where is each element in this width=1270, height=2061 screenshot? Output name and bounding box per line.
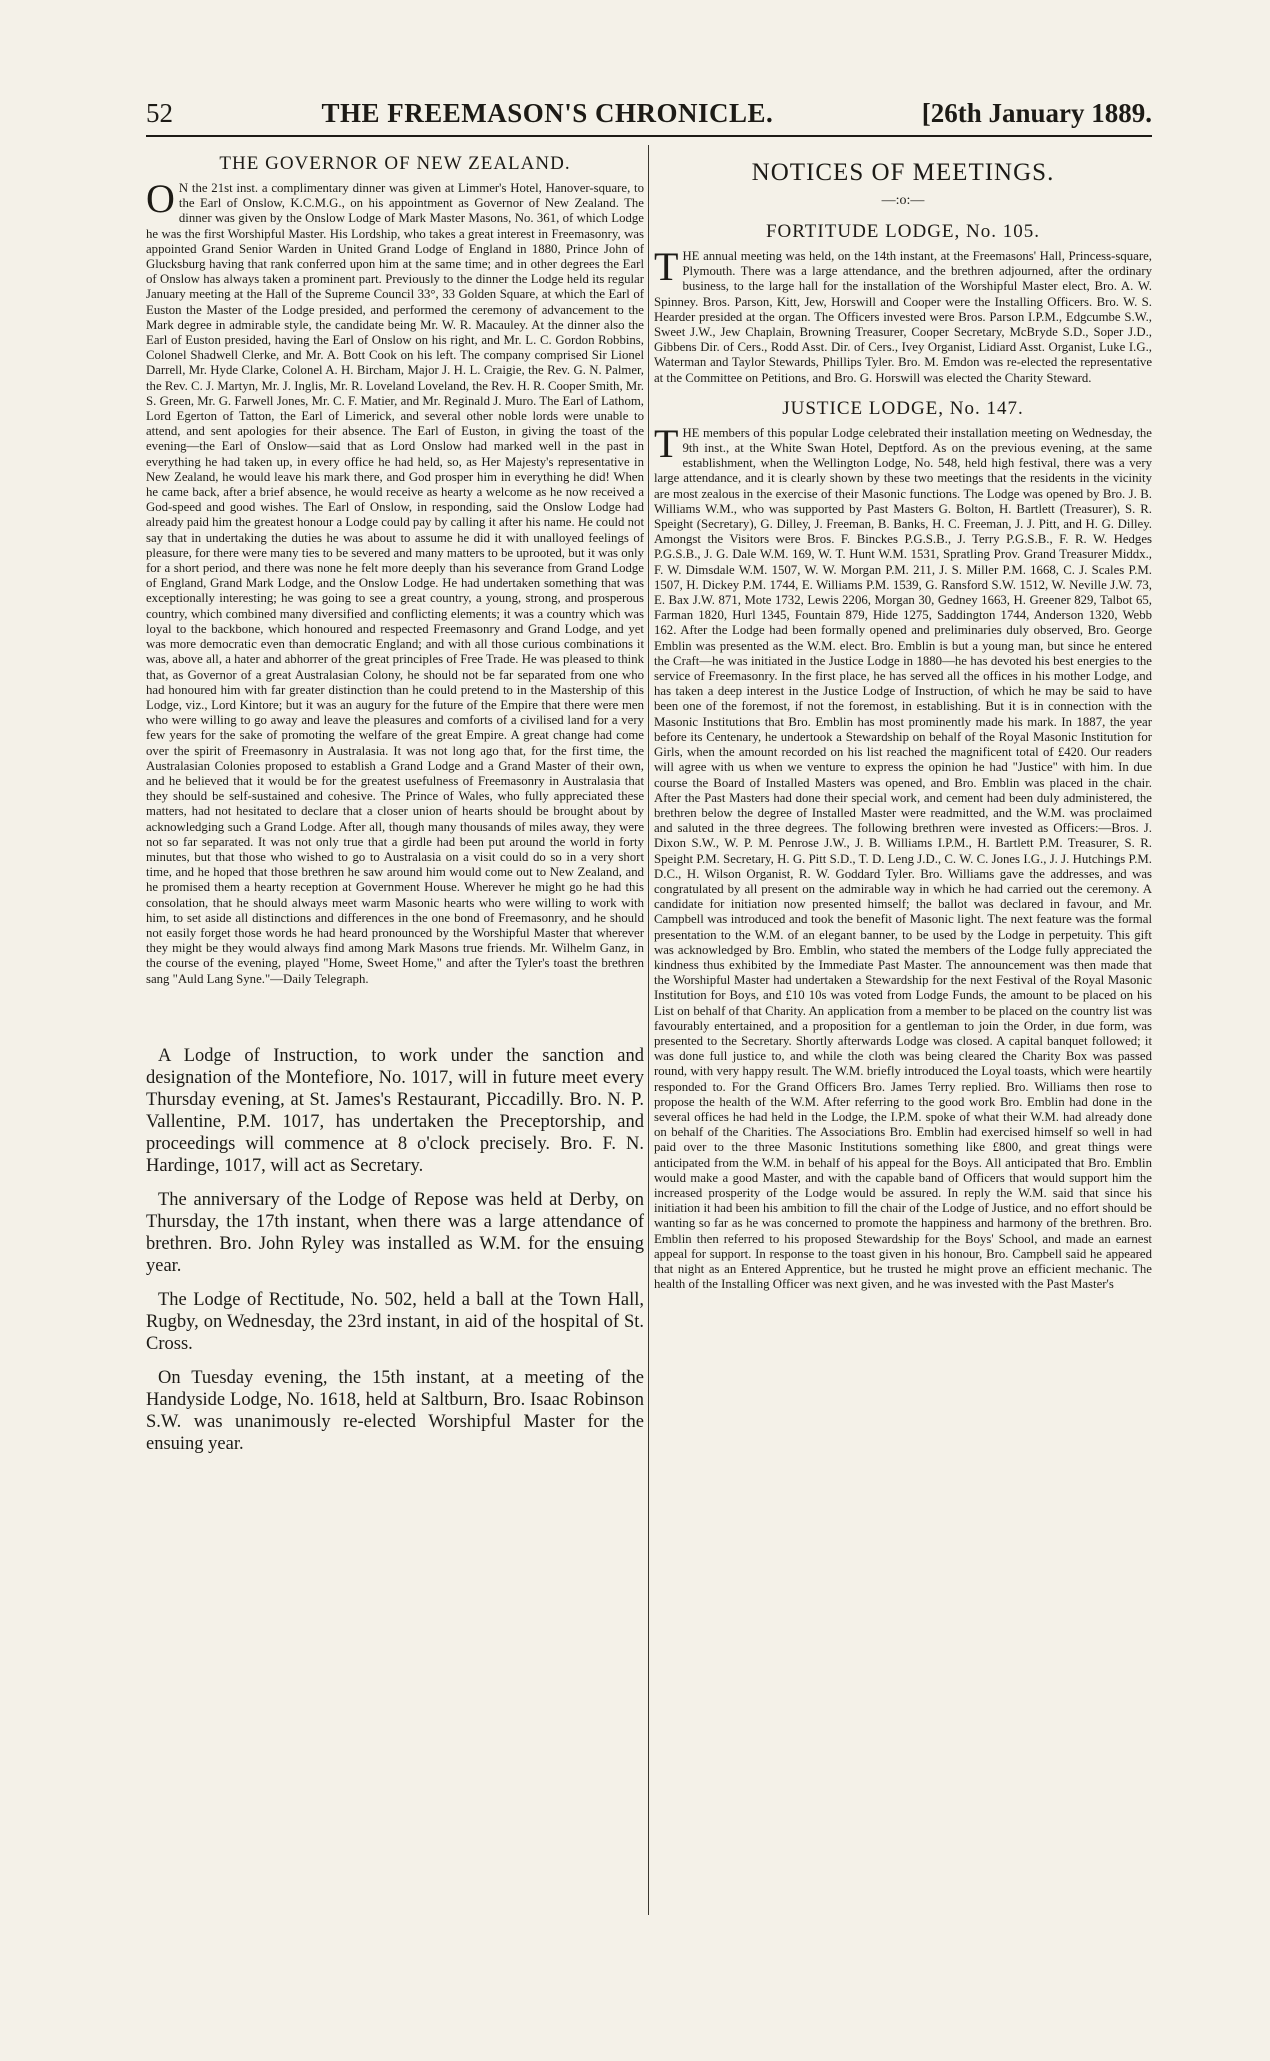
notices-heading: NOTICES OF MEETINGS. — [751, 159, 1055, 186]
issue-date: [26th January 1889. — [921, 98, 1152, 128]
publication-title: THE FREEMASON'S CHRONICLE. — [321, 98, 774, 128]
justice-heading: JUSTICE LODGE, No. 147. — [782, 397, 1024, 419]
justice-paragraph — [654, 420, 1152, 1293]
fortitude-dropcap: T — [654, 244, 679, 289]
justice-article — [654, 420, 1152, 1293]
column-divider — [648, 145, 649, 1915]
note-handyside: On Tuesday evening, the 15th instant, at a meeting of the Handyside Lodge, No. 1618, held at Saltburn, Bro. Isaac Robinson S.W. was unanimously re-elected Worshipful Master for the ensuing year. — [146, 1367, 644, 1454]
governor-paragraph — [146, 176, 644, 987]
governor-dropcap: O — [146, 176, 175, 221]
masthead — [146, 98, 1152, 128]
governor-text: N the 21st inst. a complimentary dinner was given at Limmer's Hotel, Hanover-square, to the Earl of Onslow, K.C.M.G., on his appointment as Governor of New Zealand. The dinner was given by the Onslow Lodge of Mark Master Masons, No. 361, of which Lodge he was the first Worshipful Master. His Lordship, who takes a great interest in Freemasonry, was appointed Grand Senior Warden in United Grand Lodge of England in 1880, Prince John of Glucksburg having that rank conferred upon him at the same time; and in other degrees the Earl of Onslow has always taken a prominent part. Previously to the dinner the Lodge held its regular January meeting at the Hall of the Supreme Council 33°, 33 Golden Square, at which the Earl of Euston the Master of the Lodge presided, and performed the ceremony of advancement to the Mark degree in admirable style, the candidate being Mr. W. R. Macauley. At the dinner also the Earl of Euston presided, having the Earl of Onslow on his right, and Mr. L. C. Gordon Robbins, Colonel Shadwell Clerke, and Mr. A. Bott Cook on his left. The company comprised Sir Lionel Darrell, Mr. Hyde Clarke, Colonel A. H. Bircham, Major J. H. L. Craigie, the Rev. G. N. Palmer, the Rev. C. J. Martyn, Mr. J. Inglis, Mr. R. Loveland Loveland, the Rev. H. R. Cooper Smith, Mr. S. Green, Mr. G. Farwell Jones, Mr. C. F. Matier, and Mr. Reginald J. Muro. The Earl of Lathom, Lord Egerton of Tatton, the Earl of Limerick, and several other noble lords were unable to attend, and sent apologies for their absence. The Earl of Euston, in giving the toast of the evening—the Earl of Onslow—said that as Lord Onslow had marked well in the past in everything he had taken up, in every office he had held, so, as Her Majesty's representative in New Zealand, he would leave his mark there, and God prosper him in everything he did! When he came back, after a brief absence, he would receive as hearty a welcome as he now received a God-speed and good wishes. The Earl of Onslow, in responding, said the Onslow Lodge had already paid him the greatest honour a Lodge could pay by calling it after his name. He could not say that in undertaking the duties he was about to assume he did it with unalloyed feelings of pleasure, for there were many ties to be severed and many matters to be uprooted, but it was only for a short period, and there was none he felt more deeply than his severance from Grand Lodge of England, Grand Mark Lodge, and the Onslow Lodge. He had undertaken something that was exceptionally interesting; he was going to see a great country, a young, strong, and prosperous country, which combined many diversified and conflicting elements; it was a country which was loyal to the backbone, which honoured and respected Freemasonry and Grand Lodge, and yet was more democratic even than democratic England; and with all those curious combinations it was, above all, a hater and abhorrer of the great principles of Free Trade. He was pleased to think that, as Governor of a great Australasian Colony, he should not be far separated from one who had honoured him with far greater distinction than he could pretend to in the Mastership of this Lodge, viz., Lord Kintore; but it was an augury for the future of the Empire that there were men who were willing to go away and leave the pleasures and comforts of a civilised land for a very few years for the sake of promoting the welfare of the great Empire. A great change had come over the spirit of Freemasonry in Australasia. It was not long ago that, for the first time, the Australasian Colonies proposed to establish a Grand Lodge and a Grand Master of their own, and he believed that it would be for the greatest usefulness of Freemasonry in Australasia that they should be self-sustained and cohesive. The Prince of Wales, who fully appreciated these matters, had not hesitated to declare that a closer union of hearts should be brought about by acknowledging such a Grand Lodge. After all, though many thousands of miles away, they were not so far separated. It was not only true that a girdle had been put around the world in forty minutes, but that those who wished to go to Australasia on a visit could do so in a very short time, and he hoped that those brethren he saw around him would come out to New Zealand, and he promised them a hearty reception at Government House. Wherever he might go he had this consolation, that he should always meet warm Masonic hearts who were willing to work with him, to set aside all distinctions and differences in the one bond of Freemasonry, and he should not easily forget those words he had heard pronounced by the Worshipful Master that wherever they might be they would always find among Mark Masons true friends. Mr. Wilhelm Ganz, in the course of the evening, played "Home, Sweet Home," and after the Tyler's toast the brethren sang "Auld Lang Syne."—Daily Telegraph. — [146, 181, 644, 986]
justice-text: HE members of this popular Lodge celebrated their installation meeting on Wednesday, the 9th inst., at the White Swan Hotel, Deptford. As on the previous evening, at the same establishment, when the Wellington Lodge, No. 548, held high festival, there was a very large attendance, and it is clearly shown by these two meetings that the residents in the vicinity are most zealous in the exercise of their Masonic functions. The Lodge was opened by Bro. J. B. Williams W.M., who was supported by Past Masters G. Bolton, H. Bartlett (Treasurer), S. R. Speight (Secretary), G. Dilley, J. Freeman, B. Banks, H. C. Freeman, J. J. Pitt, and H. G. Dilley. Amongst the Visitors were Bros. F. Binckes P.G.S.B., J. Terry P.G.S.B., F. R. W. Hedges P.G.S.B., J. G. Dale W.M. 169, W. T. Hunt W.M. 1531, Spratling Prov. Grand Treasurer Middx., F. W. Dimsdale W.M. 1507, W. W. Morgan P.M. 211, J. S. Miller P.M. 1668, C. J. Scales P.M. 1507, H. Dickey P.M. 1744, E. Williams P.M. 1539, G. Ransford S.W. 1512, W. Neville J.W. 73, E. Bax J.W. 871, Mote 1732, Lewis 2206, Morgan 30, Gedney 1663, H. Greener 829, Talbot 65, Farman 1820, Hurl 1345, Fountain 879, Hide 1275, Saddington 1744, Anderson 1320, Webb 162. After the Lodge had been formally opened and preliminaries duly observed, Bro. George Emblin was presented as the W.M. elect. Bro. Emblin is but a young man, but since he entered the Craft—he was initiated in the Justice Lodge in 1880—he has devoted his best energies to the service of Freemasonry. In the first place, he has served all the offices in his mother Lodge, and has taken a deep interest in the Justice Lodge of Instruction, of which he may be said to have been one of the foremost, if not the foremost, in establishing. But it is in connection with the Masonic Institutions that Bro. Emblin has most prominently made his mark. In 1887, the year before its Centenary, he undertook a Stewardship on behalf of the Royal Masonic Institution for Girls, when the amount recorded on his list reached the magnificent total of £420. Our readers will agree with us when we venture to express the opinion he had "Justice" with him. In due course the Board of Installed Masters was opened, and Bro. Emblin was placed in the chair. After the Past Masters had done their special work, and cement had been duly administered, the brethren below the degree of Installed Master were readmitted, and the W.M. was proclaimed and saluted in the three degrees. The following brethren were invested as Officers:—Bros. J. Dixon S.W., W. P. M. Penrose J.W., J. B. Williams I.P.M., H. Bartlett P.M. Treasurer, S. R. Speight P.M. Secretary, H. G. Pitt S.D., T. D. Leng J.D., C. W. C. Jones I.G., J. J. Hutchings P.M. D.C., H. Wilson Organist, R. W. Goddard Tyler. Bro. Williams gave the addresses, and was congratulated by all present on the admirable way in which he had carried out the ceremony. A candidate for initiation now presented himself; the ballot was declared in favour, and Mr. Campbell was introduced and took the benefit of Masonic light. The next feature was the formal presentation to the W.M. of an elegant banner, to be used by the Lodge in perpetuity. This gift was acknowledged by Bro. Emblin, who stated the members of the Lodge fully appreciated the kindness thus exhibited by the Immediate Past Master. The announcement was then made that the Worshipful Master had undertaken a Stewardship for the next Festival of the Royal Masonic Institution for Boys, and £10 10s was voted from Lodge Funds, the amount to be placed on his List on behalf of that Charity. An application from a member to be placed on the country list was favourably entertained, and a proposition for a gentleman to join the Order, in due form, was presented to the Secretary. Shortly afterwards Lodge was closed. A capital banquet followed; it was done full justice to, and while the cloth was being cleared the Charity Box was passed round, with very happy result. The W.M. briefly introduced the Loyal toasts, which were heartily responded to. For the Grand Officers Bro. James Terry replied. Bro. Williams then rose to propose the health of the W.M. After referring to the good work Bro. Emblin had done in the several offices he had held in the Lodge, the I.P.M. spoke of what their W.M. had already done on behalf of the Charities. The Associations Bro. Emblin had exercised himself so well in had paid over to the three Masonic Institutions something like £800, and great things were anticipated from the W.M. in behalf of his appeal for the Boys. All anticipated that Bro. Emblin would make a good Master, and with the capable band of Officers that would support him the increased prosperity of the Lodge would be assured. In reply the W.M. said that since his initiation it had been his ambition to fill the chair of the Lodge of Justice, and no effort should be wanting so far as he was concerned to promote the happiness and harmony of the brethren. Bro. Emblin then referred to his proposed Stewardship for the Boys' School, and made an earnest appeal for support. In response to the toast given in his honour, Bro. Campbell said he appeared that night as an Entered Apprentice, but he trusted he might prove an efficient mechanic. The health of the Installing Officer was next given, and he was invested with the Past Master's — [654, 425, 1152, 1292]
right-column — [654, 137, 1152, 1467]
page-number: 52 — [146, 98, 173, 128]
lodge-notes — [146, 1045, 644, 1455]
left-column — [146, 137, 644, 1467]
columns — [146, 137, 1152, 1467]
note-repose: The anniversary of the Lodge of Repose was held at Derby, on Thursday, the 17th instant, when there was a large attendance of brethren. Bro. John Ryley was installed as W.M. for the ensuing year. — [146, 1189, 644, 1276]
note-montefiore: A Lodge of Instruction, to work under the sanction and designation of the Montefiore, No. 1017, will in future meet every Thursday evening, at St. James's Restaurant, Piccadilly. Bro. N. P. Vallentine, P.M. 1017, has undertaken the Preceptorship, and proceedings will commence at 8 o'clock precisely. Bro. F. N. Hardinge, 1017, will act as Secretary. — [146, 1045, 644, 1176]
governor-heading: THE GOVERNOR OF NEW ZEALAND. — [219, 153, 571, 174]
governor-article — [146, 176, 644, 987]
fortitude-paragraph — [654, 244, 1152, 386]
ornament-divider: —:o:— — [881, 193, 925, 208]
fortitude-text: HE annual meeting was held, on the 14th instant, at the Freemasons' Hall, Princess-square, Plymouth. There was a large attendance, and the brethren adjourned, after the ordinary business, to the large hall for the installation of the Worshipful Master elect, Bro. A. W. Spinney. Bros. Parson, Kitt, Jew, Horswill and Cooper were the Installing Officers. Bro. W. S. Hearder presided at the organ. The Officers invested were Bros. Parson I.P.M., Edgcumbe S.W., Sweet J.W., Jew Chaplain, Browning Treasurer, Cooper Secretary, McBryde S.D., Soper J.D., Gibbens Dir. of Cers., Rodd Asst. Dir. of Cers., Ivey Organist, Lidiard Asst. Organist, Luke I.G., Waterman and Taylor Stewards, Phillips Tyler. Bro. M. Emdon was re-elected the representative at the Committee on Petitions, and Bro. G. Horswill was elected the Charity Steward. — [654, 249, 1152, 385]
note-rectitude: The Lodge of Rectitude, No. 502, held a ball at the Town Hall, Rugby, on Wednesday, the 23rd instant, in aid of the hospital of St. Cross. — [146, 1289, 644, 1354]
fortitude-article — [654, 244, 1152, 386]
justice-dropcap: T — [654, 420, 679, 466]
fortitude-heading: FORTITUDE LODGE, No. 105. — [765, 221, 1040, 242]
